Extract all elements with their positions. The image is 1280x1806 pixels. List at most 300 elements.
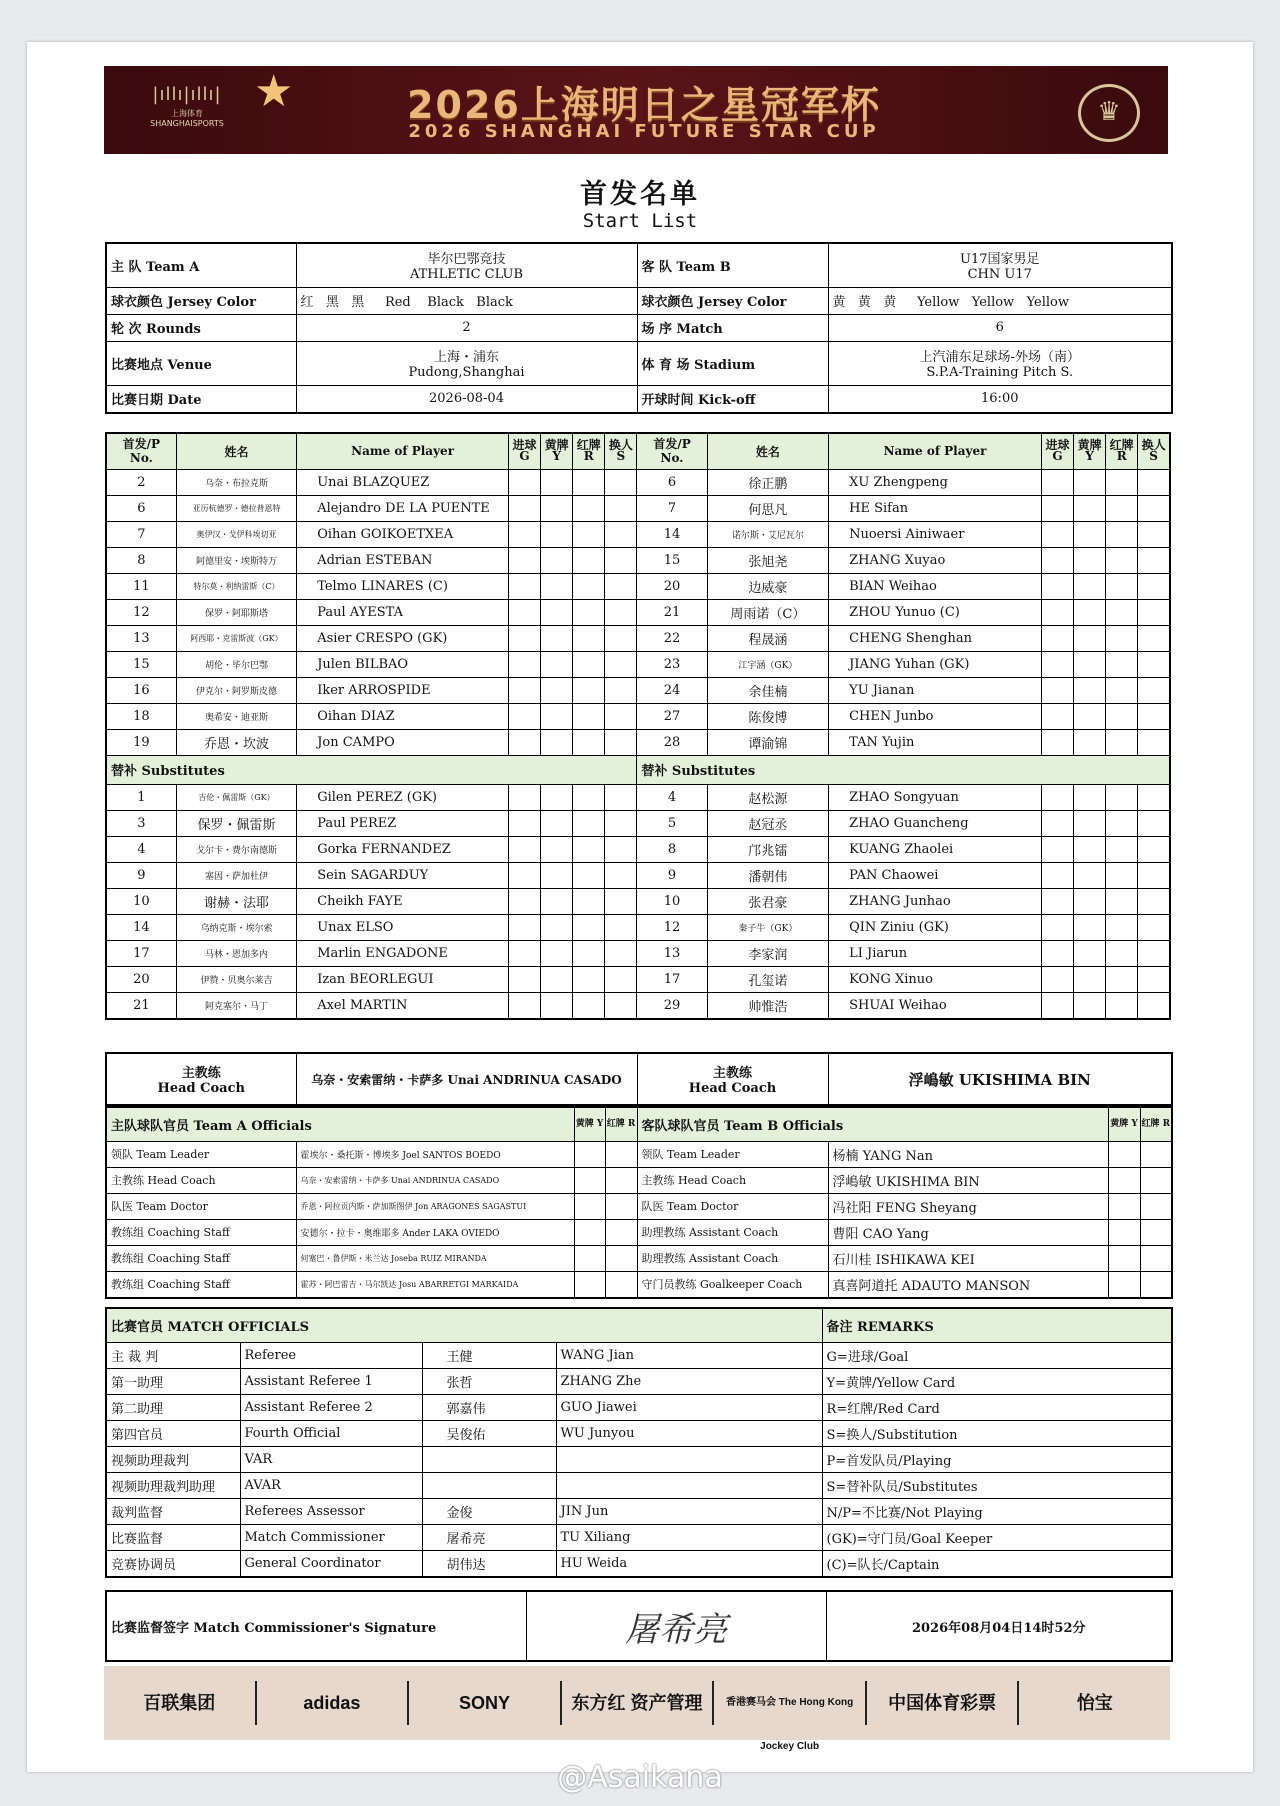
team-b-player-name-cn: 江宇涵（GK） xyxy=(707,651,828,677)
official-role-en: Assistant Referee 2 xyxy=(240,1394,422,1420)
team-a-player-name-en: Axel MARTIN xyxy=(297,992,509,1019)
team-b-player-name-cn: 陈俊博 xyxy=(707,703,828,729)
team-a-player-s-cell xyxy=(605,729,637,755)
team-a-player-g-cell xyxy=(508,469,540,495)
team-a-player-name-cn: 胡伦・毕尔巴鄂 xyxy=(176,651,296,677)
team-b-player-y-cell xyxy=(1074,729,1106,755)
team-a-player-no: 8 xyxy=(106,547,176,573)
team-a-player-name-cn: 特尔莫・利纳雷斯（C） xyxy=(176,573,296,599)
official-role-en: Match Commissioner xyxy=(240,1524,422,1550)
team-b-player-y-cell xyxy=(1074,836,1106,862)
team-b-player-name-cn: 何思凡 xyxy=(707,495,828,521)
official-role-cn: 第四官员 xyxy=(106,1420,240,1446)
player-row xyxy=(106,862,1170,888)
team-a-player-r-cell xyxy=(573,784,605,810)
team-b-official-role: 守门员教练 Goalkeeper Coach xyxy=(637,1271,828,1298)
team-b-official-r-cell xyxy=(1140,1245,1172,1271)
team-b-player-name-cn: 秦子牛（GK） xyxy=(707,914,828,940)
official-name-cn: 屠希亮 xyxy=(422,1524,556,1550)
team-a-official-name: 乌奈・安索雷纳・卡萨多 Unai ANDRINUA CASADO xyxy=(296,1167,574,1193)
team-b-official-name: 石川桂 ISHIKAWA KEI xyxy=(828,1245,1108,1271)
header-r: 红牌 R xyxy=(573,433,605,469)
venue-en: Pudong,Shanghai xyxy=(408,365,525,380)
team-b-player-g-cell xyxy=(1041,599,1073,625)
team-a-player-no: 16 xyxy=(106,677,176,703)
team-b-player-name-en: ZHAO Songyuan xyxy=(829,784,1042,810)
team-a-player-r-cell xyxy=(573,729,605,755)
sponsor-bar xyxy=(104,1666,1170,1752)
team-b-player-name-en: KONG Xinuo xyxy=(829,966,1042,992)
team-b-player-s-cell xyxy=(1138,625,1170,651)
team-a-name-en: ATHLETIC CLUB xyxy=(409,267,524,283)
match-official-row xyxy=(106,1446,1172,1472)
team-a-player-y-cell xyxy=(541,836,573,862)
team-a-official-role: 教练组 Coaching Staff xyxy=(106,1271,296,1298)
officials-header-row xyxy=(106,1107,1172,1141)
match-official-row xyxy=(106,1394,1172,1420)
team-b-player-name-cn: 帅惟浩 xyxy=(707,992,828,1019)
official-role-en: Assistant Referee 1 xyxy=(240,1368,422,1394)
commissioner-signature: 屠希亮 xyxy=(526,1591,826,1661)
team-a-official-name: 安德尔・拉卡・奥维耶多 Ander LAKA OVIEDO xyxy=(296,1219,574,1245)
team-b-player-g-cell xyxy=(1041,469,1073,495)
team-a-player-name-en: Jon CAMPO xyxy=(297,729,509,755)
team-b-player-y-cell xyxy=(1074,784,1106,810)
team-a-player-y-cell xyxy=(541,495,573,521)
team-a-player-r-cell xyxy=(573,677,605,703)
team-b-official-name: 冯社阳 FENG Sheyang xyxy=(828,1193,1108,1219)
team-a-player-g-cell xyxy=(508,703,540,729)
player-row xyxy=(106,573,1170,599)
player-row xyxy=(106,599,1170,625)
coach-label-cn: 主教练 xyxy=(712,1066,752,1081)
official-role-cn: 视频助理裁判 xyxy=(106,1446,240,1472)
header-s: 换人 S xyxy=(605,433,637,469)
team-b-player-g-cell xyxy=(1041,940,1073,966)
team-a-player-name-en: Paul PEREZ xyxy=(297,810,509,836)
team-a-name xyxy=(296,243,637,287)
team-a-player-r-cell xyxy=(573,651,605,677)
official-row xyxy=(106,1167,1172,1193)
team-a-player-r-cell xyxy=(573,625,605,651)
match-official-row xyxy=(106,1550,1172,1577)
remark: R=红牌/Red Card xyxy=(822,1394,1172,1420)
team-b-player-r-cell xyxy=(1106,703,1138,729)
venue-value xyxy=(296,341,637,385)
team-a-player-y-cell xyxy=(541,599,573,625)
team-a-player-no: 6 xyxy=(106,495,176,521)
team-b-player-s-cell xyxy=(1138,940,1170,966)
team-a-player-name-cn: 戈尔卡・费尔南德斯 xyxy=(176,836,296,862)
official-role-cn: 第一助理 xyxy=(106,1368,240,1394)
team-b-official-name: 真喜阿道托 ADAUTO MANSON xyxy=(828,1271,1108,1298)
team-a-player-r-cell xyxy=(573,521,605,547)
stadium-value xyxy=(828,341,1172,385)
header-name-cn: 姓名 xyxy=(176,433,296,469)
team-a-player-y-cell xyxy=(541,547,573,573)
team-a-name-cn: 毕尔巴鄂竞技 xyxy=(427,252,506,268)
header-name-cn: 姓名 xyxy=(707,433,828,469)
team-b-player-r-cell xyxy=(1106,862,1138,888)
team-a-player-name-en: Alejandro DE LA PUENTE xyxy=(297,495,509,521)
team-b-player-no: 13 xyxy=(637,940,707,966)
header-name-en: Name of Player xyxy=(829,433,1042,469)
team-b-player-name-cn: 潘朝伟 xyxy=(707,862,828,888)
team-b-player-no: 20 xyxy=(637,573,707,599)
team-b-player-no: 7 xyxy=(637,495,707,521)
venue-cn: 上海・浦东 xyxy=(433,350,499,365)
official-role-cn: 视频助理裁判助理 xyxy=(106,1472,240,1498)
team-b-player-r-cell xyxy=(1106,992,1138,1019)
official-name-cn: 王健 xyxy=(422,1342,556,1368)
remark: (GK)=守门员/Goal Keeper xyxy=(822,1524,1172,1550)
player-row xyxy=(106,940,1170,966)
team-a-player-no: 12 xyxy=(106,599,176,625)
team-b-player-g-cell xyxy=(1041,521,1073,547)
team-b-player-name-en: HE Sifan xyxy=(829,495,1042,521)
team-b-player-y-cell xyxy=(1074,677,1106,703)
cup-emblem-icon: ♛ xyxy=(1078,84,1140,142)
team-b-player-name-en: TAN Yujin xyxy=(829,729,1042,755)
team-b-player-s-cell xyxy=(1138,703,1170,729)
official-role-cn: 主 裁 判 xyxy=(106,1342,240,1368)
team-b-player-name-cn: 程晟涵 xyxy=(707,625,828,651)
team-b-player-name-cn: 徐正鹏 xyxy=(707,469,828,495)
official-name-cn: 胡伟达 xyxy=(422,1550,556,1577)
team-b-player-g-cell xyxy=(1041,495,1073,521)
team-b-player-name-cn: 周雨诺（C） xyxy=(707,599,828,625)
team-b-official-name: 杨楠 YANG Nan xyxy=(828,1141,1108,1167)
official-name-cn: 张哲 xyxy=(422,1368,556,1394)
team-b-player-s-cell xyxy=(1138,888,1170,914)
team-b-official-y-cell xyxy=(1108,1219,1140,1245)
team-a-player-r-cell xyxy=(573,966,605,992)
remark: S=换人/Substitution xyxy=(822,1420,1172,1446)
team-a-player-s-cell xyxy=(605,966,637,992)
team-b-player-s-cell xyxy=(1138,784,1170,810)
team-a-player-no: 7 xyxy=(106,521,176,547)
date-label: 比赛日期 Date xyxy=(106,385,296,413)
team-b-player-y-cell xyxy=(1074,703,1106,729)
team-b-player-name-en: ZHANG Xuyao xyxy=(829,547,1042,573)
team-a-player-s-cell xyxy=(605,810,637,836)
kickoff-value: 16:00 xyxy=(828,385,1172,413)
team-a-player-name-en: Adrian ESTEBAN xyxy=(297,547,509,573)
official-name-cn: 吴俊佑 xyxy=(422,1420,556,1446)
team-b-officials-header: 客队球队官员 Team B Officials xyxy=(637,1107,1108,1141)
team-b-player-no: 28 xyxy=(637,729,707,755)
team-b-official-r-cell xyxy=(1140,1271,1172,1298)
team-b-player-y-cell xyxy=(1074,573,1106,599)
sponsor-logo: 香港赛马会 The Hong Kong Jockey Club xyxy=(714,1681,867,1725)
head-coach-table xyxy=(105,1052,1173,1106)
team-a-player-r-cell xyxy=(573,573,605,599)
substitutes-header-row xyxy=(106,755,1170,784)
team-b-player-name-cn: 边威豪 xyxy=(707,573,828,599)
team-a-player-g-cell xyxy=(508,940,540,966)
stadium-en: S.P.A-Training Pitch S. xyxy=(926,365,1074,380)
team-b-player-s-cell xyxy=(1138,573,1170,599)
team-b-player-g-cell xyxy=(1041,888,1073,914)
remark: Y=黄牌/Yellow Card xyxy=(822,1368,1172,1394)
team-a-player-no: 1 xyxy=(106,784,176,810)
team-b-player-s-cell xyxy=(1138,547,1170,573)
coach-label-cn: 主教练 xyxy=(181,1066,221,1081)
team-a-official-role: 领队 Team Leader xyxy=(106,1141,296,1167)
team-b-official-role: 队医 Team Doctor xyxy=(637,1193,828,1219)
team-a-player-name-en: Gorka FERNANDEZ xyxy=(297,836,509,862)
team-b-player-name-en: JIANG Yuhan (GK) xyxy=(829,651,1042,677)
team-a-player-g-cell xyxy=(508,651,540,677)
team-a-player-no: 11 xyxy=(106,573,176,599)
player-row xyxy=(106,784,1170,810)
team-b-official-y-cell xyxy=(1108,1141,1140,1167)
header-no: 首发/P No. xyxy=(637,433,707,469)
team-b-player-name-en: XU Zhengpeng xyxy=(829,469,1042,495)
team-b-player-s-cell xyxy=(1138,914,1170,940)
team-b-official-name: 浮嶋敏 UKISHIMA BIN xyxy=(828,1167,1108,1193)
team-a-player-g-cell xyxy=(508,521,540,547)
official-name-en: TU Xiliang xyxy=(556,1524,822,1550)
banner-title-en: 2026 SHANGHAI FUTURE STAR CUP xyxy=(408,121,880,142)
team-a-player-g-cell xyxy=(508,599,540,625)
team-a-player-name-cn: 奥希安・迪亚斯 xyxy=(176,703,296,729)
team-a-player-g-cell xyxy=(508,625,540,651)
match-label: 场 序 Match xyxy=(637,314,828,341)
team-a-player-g-cell xyxy=(508,810,540,836)
team-a-player-name-cn: 阿西耶・克雷斯波（GK） xyxy=(176,625,296,651)
player-row xyxy=(106,888,1170,914)
team-officials-table xyxy=(105,1106,1173,1299)
team-b-official-role: 主教练 Head Coach xyxy=(637,1167,828,1193)
shanghai-sports-logo xyxy=(142,84,232,138)
jersey-a-label: 球衣颜色 Jersey Color xyxy=(106,287,296,314)
team-a-player-s-cell xyxy=(605,862,637,888)
team-a-player-name-en: Izan BEORLEGUI xyxy=(297,966,509,992)
page-subtitle: Start List xyxy=(582,210,698,232)
sponsor-logo: SONY xyxy=(409,1681,562,1725)
header-name-en: Name of Player xyxy=(297,433,509,469)
team-b-player-no: 17 xyxy=(637,966,707,992)
player-row xyxy=(106,495,1170,521)
team-a-player-s-cell xyxy=(605,625,637,651)
official-name-en: HU Weida xyxy=(556,1550,822,1577)
team-b-player-name-en: CHENG Shenghan xyxy=(829,625,1042,651)
team-b-player-g-cell xyxy=(1041,992,1073,1019)
team-a-player-s-cell xyxy=(605,914,637,940)
team-b-player-no: 4 xyxy=(637,784,707,810)
team-a-official-r-cell xyxy=(605,1141,637,1167)
team-b-player-no: 12 xyxy=(637,914,707,940)
team-b-player-g-cell xyxy=(1041,729,1073,755)
team-b-player-no: 15 xyxy=(637,547,707,573)
official-name-en xyxy=(556,1446,822,1472)
team-b-official-role: 助理教练 Assistant Coach xyxy=(637,1219,828,1245)
team-a-player-y-cell xyxy=(541,677,573,703)
team-a-player-g-cell xyxy=(508,547,540,573)
team-a-official-y-cell xyxy=(574,1271,605,1298)
player-row xyxy=(106,703,1170,729)
team-a-player-no: 4 xyxy=(106,836,176,862)
team-a-player-y-cell xyxy=(541,729,573,755)
team-b-player-no: 27 xyxy=(637,703,707,729)
match-info-table xyxy=(105,242,1173,414)
player-row xyxy=(106,651,1170,677)
team-a-player-y-cell xyxy=(541,888,573,914)
stadium-cn: 上汽浦东足球场-外场（南） xyxy=(919,350,1080,365)
team-b-player-s-cell xyxy=(1138,677,1170,703)
team-a-player-no: 9 xyxy=(106,862,176,888)
team-b-player-r-cell xyxy=(1106,914,1138,940)
star-icon: ★ xyxy=(254,66,294,117)
official-row xyxy=(106,1245,1172,1271)
team-a-player-r-cell xyxy=(573,992,605,1019)
team-a-official-r-cell xyxy=(605,1167,637,1193)
header-y: 黄牌 Y xyxy=(1074,433,1106,469)
sponsor-logo: 东方红 资产管理 xyxy=(562,1681,715,1725)
team-a-player-g-cell xyxy=(508,888,540,914)
team-b-official-role: 领队 Team Leader xyxy=(637,1141,828,1167)
team-a-official-name: 霍苏・阿巴雷吉・马尔凯达 Josu ABARRETGI MARKAIDA xyxy=(296,1271,574,1298)
team-b-player-g-cell xyxy=(1041,625,1073,651)
team-a-player-s-cell xyxy=(605,836,637,862)
team-a-player-s-cell xyxy=(605,784,637,810)
player-row xyxy=(106,966,1170,992)
team-b-player-name-cn: 赵冠丞 xyxy=(707,810,828,836)
sound-wave-icon: |ıllı|ıllı| xyxy=(152,84,222,105)
team-a-player-name-en: Sein SAGARDUY xyxy=(297,862,509,888)
team-a-player-s-cell xyxy=(605,677,637,703)
team-a-player-s-cell xyxy=(605,651,637,677)
team-b-player-y-cell xyxy=(1074,495,1106,521)
official-role-cn: 比赛监督 xyxy=(106,1524,240,1550)
team-a-player-r-cell xyxy=(573,810,605,836)
team-a-subs-label: 替补 Substitutes xyxy=(106,755,637,784)
team-a-player-r-cell xyxy=(573,836,605,862)
team-b-official-name: 曹阳 CAO Yang xyxy=(828,1219,1108,1245)
team-b-player-r-cell xyxy=(1106,810,1138,836)
official-name-en xyxy=(556,1472,822,1498)
team-b-player-name-en: BIAN Weihao xyxy=(829,573,1042,599)
team-a-official-r-cell xyxy=(605,1271,637,1298)
official-name-en: JIN Jun xyxy=(556,1498,822,1524)
official-role-en: Referees Assessor xyxy=(240,1498,422,1524)
team-b-player-name-en: ZHAO Guancheng xyxy=(829,810,1042,836)
team-b-player-s-cell xyxy=(1138,836,1170,862)
team-b-player-r-cell xyxy=(1106,729,1138,755)
team-a-player-name-en: Paul AYESTA xyxy=(297,599,509,625)
team-a-player-s-cell xyxy=(605,703,637,729)
team-a-player-g-cell xyxy=(508,836,540,862)
team-a-player-no: 10 xyxy=(106,888,176,914)
team-b-player-no: 9 xyxy=(637,862,707,888)
team-a-official-y-cell xyxy=(574,1167,605,1193)
official-role-cn: 第二助理 xyxy=(106,1394,240,1420)
match-official-row xyxy=(106,1524,1172,1550)
team-b-player-no: 5 xyxy=(637,810,707,836)
team-a-player-y-cell xyxy=(541,810,573,836)
team-a-player-name-cn: 阿德里安・埃斯特万 xyxy=(176,547,296,573)
team-b-name xyxy=(828,243,1172,287)
team-a-player-r-cell xyxy=(573,914,605,940)
team-a-player-s-cell xyxy=(605,992,637,1019)
team-a-player-r-cell xyxy=(573,888,605,914)
team-b-player-g-cell xyxy=(1041,784,1073,810)
team-b-player-g-cell xyxy=(1041,966,1073,992)
official-name-en: ZHANG Zhe xyxy=(556,1368,822,1394)
official-role-en: Fourth Official xyxy=(240,1420,422,1446)
team-a-player-s-cell xyxy=(605,599,637,625)
team-a-player-no: 2 xyxy=(106,469,176,495)
team-b-player-s-cell xyxy=(1138,599,1170,625)
team-b-player-r-cell xyxy=(1106,966,1138,992)
date-value: 2026-08-04 xyxy=(296,385,637,413)
team-a-player-name-cn: 马林・恩加多内 xyxy=(176,940,296,966)
team-a-official-r-cell xyxy=(605,1219,637,1245)
official-role-en: Referee xyxy=(240,1342,422,1368)
team-a-official-y-cell xyxy=(574,1245,605,1271)
team-b-player-name-en: ZHANG Junhao xyxy=(829,888,1042,914)
team-a-player-name-cn: 保罗・佩雷斯 xyxy=(176,810,296,836)
team-b-player-r-cell xyxy=(1106,599,1138,625)
jersey-b-label: 球衣颜色 Jersey Color xyxy=(637,287,828,314)
team-a-official-name: 乔恩・阿拉贡内斯・萨加斯图伊 Jon ARAGONES SAGASTUI xyxy=(296,1193,574,1219)
team-b-subs-label: 替补 Substitutes xyxy=(637,755,1170,784)
remark: (C)=队长/Captain xyxy=(822,1550,1172,1577)
team-b-official-r-cell xyxy=(1140,1141,1172,1167)
official-role-en: VAR xyxy=(240,1446,422,1472)
team-b-player-name-cn: 谭渝锦 xyxy=(707,729,828,755)
team-b-player-s-cell xyxy=(1138,469,1170,495)
official-role-cn: 裁判监督 xyxy=(106,1498,240,1524)
team-b-player-name-cn: 孔玺诺 xyxy=(707,966,828,992)
coach-label-en: Head Coach xyxy=(688,1081,777,1096)
team-a-player-g-cell xyxy=(508,784,540,810)
team-a-player-name-en: Iker ARROSPIDE xyxy=(297,677,509,703)
lineup-header-row xyxy=(106,433,1170,469)
team-a-player-g-cell xyxy=(508,677,540,703)
team-a-player-name-cn: 亚历杭德罗・德拉普恩特 xyxy=(176,495,296,521)
team-b-player-name-en: ZHOU Yunuo (C) xyxy=(829,599,1042,625)
team-b-player-no: 6 xyxy=(637,469,707,495)
match-official-row xyxy=(106,1498,1172,1524)
team-b-player-y-cell xyxy=(1074,966,1106,992)
team-a-official-role: 队医 Team Doctor xyxy=(106,1193,296,1219)
match-official-row xyxy=(106,1420,1172,1446)
page-title: 首发名单 xyxy=(580,179,700,210)
team-a-official-name: 何塞巴・鲁伊斯・米兰达 Joseba RUIZ MIRANDA xyxy=(296,1245,574,1271)
header-no: 首发/P No. xyxy=(106,433,176,469)
team-b-player-s-cell xyxy=(1138,992,1170,1019)
player-row xyxy=(106,521,1170,547)
match-official-row xyxy=(106,1368,1172,1394)
team-b-player-g-cell xyxy=(1041,810,1073,836)
team-a-player-name-en: Oihan DIAZ xyxy=(297,703,509,729)
team-b-official-y-cell xyxy=(1108,1193,1140,1219)
remarks-header: 备注 REMARKS xyxy=(822,1308,1172,1342)
match-officials-header: 比赛官员 MATCH OFFICIALS xyxy=(106,1308,822,1342)
team-a-player-name-cn: 保罗・阿耶斯塔 xyxy=(176,599,296,625)
sponsor-logo: 百联集团 xyxy=(104,1681,257,1725)
team-b-official-y-cell xyxy=(1108,1167,1140,1193)
team-a-player-name-en: Unax ELSO xyxy=(297,914,509,940)
team-a-player-s-cell xyxy=(605,521,637,547)
header-s: 换人 S xyxy=(1138,433,1170,469)
header-g: 进球 G xyxy=(1041,433,1073,469)
signature-table xyxy=(105,1590,1173,1662)
team-b-player-y-cell xyxy=(1074,651,1106,677)
official-name-en: GUO Jiawei xyxy=(556,1394,822,1420)
